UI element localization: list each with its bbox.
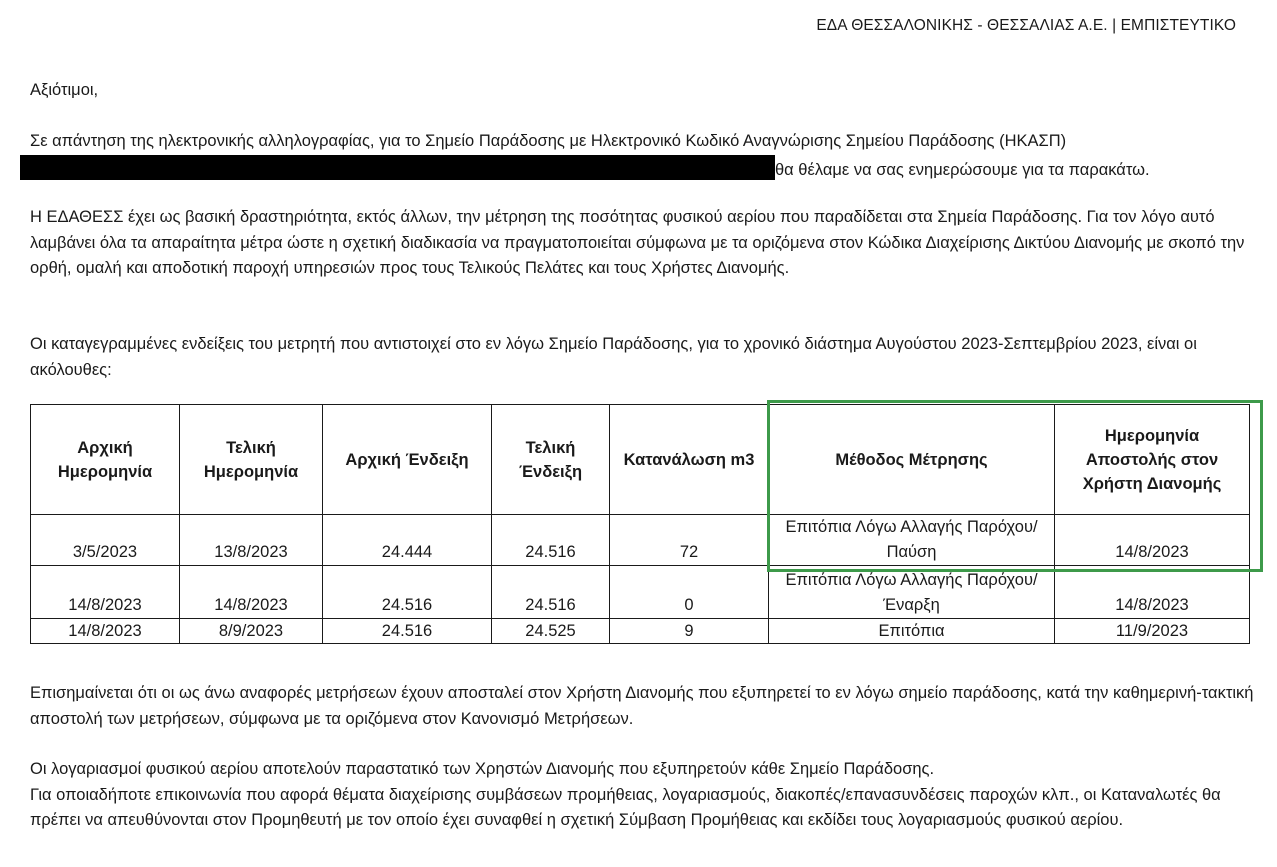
header-consumption: Κατανάλωση m3: [610, 405, 769, 515]
cell-method: Επιτόπια Λόγω Αλλαγής Παρόχου/ Έναρξη: [769, 566, 1055, 619]
cell-start-reading: 24.516: [323, 619, 492, 644]
cell-end-date: 8/9/2023: [180, 619, 323, 644]
cell-method: Επιτόπια Λόγω Αλλαγής Παρόχου/ Παύση: [769, 515, 1055, 566]
header-start-reading: Αρχική Ένδειξη: [323, 405, 492, 515]
cell-start-reading: 24.444: [323, 515, 492, 566]
cell-end-reading: 24.516: [492, 515, 610, 566]
meter-readings-table: [30, 404, 1250, 644]
cell-start-reading: 24.516: [323, 566, 492, 619]
table-row: [31, 619, 1250, 644]
cell-start-date: 14/8/2023: [31, 619, 180, 644]
cell-sent-date: 14/8/2023: [1055, 515, 1250, 566]
cell-consumption: 9: [610, 619, 769, 644]
bills-line-1: Οι λογαριασμοί φυσικού αερίου αποτελούν παραστατικό των Χρηστών Διανομής που εξυπηρετούν κάθε Σημείο Παράδοσης.: [30, 760, 935, 778]
bills-line-2: Για οποιαδήποτε επικοινωνία που αφορά θέματα διαχείρισης συμβάσεων προμήθειας, λογαριασμούς, διακοπές/επανασυνδέσεις παροχών κλπ., οι Καταναλωτές θα πρέπει να απευθύνονται στον Προμηθευτή με τον οποίο έχει συναφθεί η σχετική Σύμβαση Προμήθειας και εκδίδει τους λογαριασμούς φυσικού αερίου.: [30, 785, 1221, 829]
header-method: Μέθοδος Μέτρησης: [769, 405, 1055, 515]
cell-sent-date: 11/9/2023: [1055, 619, 1250, 644]
greeting: Αξιότιμοι,: [30, 81, 99, 99]
cell-end-date: 13/8/2023: [180, 515, 323, 566]
table-header-row: [31, 405, 1250, 515]
document-header: ΕΔΑ ΘΕΣΣΑΛΟΝΙΚΗΣ - ΘΕΣΣΑΛΙΑΣ Α.Ε. | ΕΜΠΙΣΤΕΥΤΙΚΟ: [816, 17, 1236, 34]
bills-paragraph: [30, 757, 1255, 834]
cell-start-date: 14/8/2023: [31, 566, 180, 619]
edathess-paragraph: Η ΕΔΑΘΕΣΣ έχει ως βασική δραστηριότητα, εκτός άλλων, την μέτρηση της ποσότητας φυσικού αερίου που παραδίδεται στα Σημεία Παράδοσης. Για τον λόγο αυτό λαμβάνει όλα τα απαραίτητα μέτρα ώστε η σχετική διαδικασία να πραγματοποιείται σύμφωνα με τα οριζόμενα στον Κώδικα Διαχείρισης Δικτύου Διανομής με σκοπό την ορθή, ομαλή και αποδοτική παροχή υπηρεσιών προς τους Τελικούς Πελάτες και τους Χρήστες Διανομής.: [30, 208, 1245, 277]
cell-method: Επιτόπια: [769, 619, 1055, 644]
table-row: [31, 515, 1250, 566]
header-end-date: Τελική Ημερομηνία: [180, 405, 323, 515]
note-paragraph: Επισημαίνεται ότι οι ως άνω αναφορές μετρήσεων έχουν αποσταλεί στον Χρήστη Διανομής που εξυπηρετεί το εν λόγω σημείο παράδοσης, κατά την καθημερινή-τακτική αποστολή των μετρήσεων, σύμφωνα με τα οριζόμενα στον Κανονισμό Μετρήσεων.: [30, 684, 1254, 728]
reply-line-1: Σε απάντηση της ηλεκτρονικής αλληλογραφίας, για το Σημείο Παράδοσης με Ηλεκτρονικό Κωδικό Αναγνώρισης Σημείου Παράδοσης (ΗΚΑΣΠ): [30, 132, 1067, 150]
header-start-date: Αρχική Ημερομηνία: [31, 405, 180, 515]
reply-paragraph: [30, 129, 1255, 183]
header-sent-date: Ημερομηνία Αποστολής στον Χρήστη Διανομής: [1055, 405, 1250, 515]
header-end-reading: Τελική Ένδειξη: [492, 405, 610, 515]
cell-consumption: 0: [610, 566, 769, 619]
cell-end-reading: 24.516: [492, 566, 610, 619]
table-row: [31, 566, 1250, 619]
cell-sent-date: 14/8/2023: [1055, 566, 1250, 619]
cell-end-date: 14/8/2023: [180, 566, 323, 619]
reply-line-2: θα θέλαμε να σας ενημερώσουμε για τα παρακάτω.: [775, 160, 1150, 179]
readings-intro-paragraph: Οι καταγεγραμμένες ενδείξεις του μετρητή που αντιστοιχεί στο εν λόγω Σημείο Παράδοσης, για το χρονικό διάστημα Αυγούστου 2023-Σεπτεμβρίου 2023, είναι οι ακόλουθες:: [30, 335, 1197, 379]
redaction-bar: [20, 155, 775, 180]
cell-start-date: 3/5/2023: [31, 515, 180, 566]
cell-consumption: 72: [610, 515, 769, 566]
cell-end-reading: 24.525: [492, 619, 610, 644]
